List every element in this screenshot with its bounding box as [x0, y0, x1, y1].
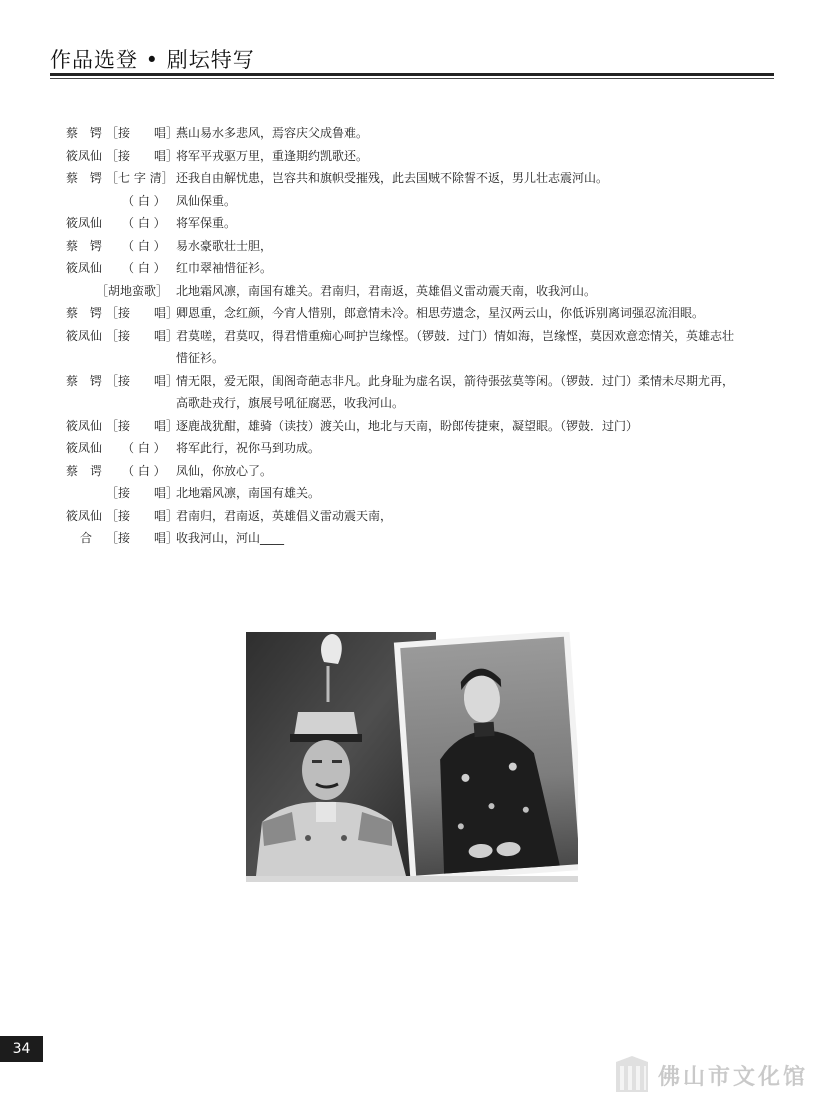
cue: （ 白 ）	[122, 193, 166, 208]
cue: ［接 唱］	[106, 373, 179, 388]
lyric: 易水豪歌壮士胆，	[176, 238, 273, 253]
cue: ［接 唱］	[106, 531, 179, 545]
building-icon	[612, 1052, 652, 1096]
publisher-logo	[612, 1050, 817, 1098]
lyric: 北地霜风凛，南国有雄关。	[176, 486, 321, 500]
lyric-continuation: 高歌赴戎行，旗展号吼征腐恶，收我河山。	[176, 396, 405, 410]
lyric: 将军平戎驱万里，重逢期约凯歌还。	[176, 148, 369, 163]
lyric: 将军此行，祝你马到功成。	[176, 441, 321, 455]
cue: ［接 唱］	[106, 148, 179, 163]
speaker: 蔡 锷	[66, 238, 103, 253]
speaker: 筱凤仙	[66, 508, 103, 523]
cue: （ 白 ）	[122, 216, 166, 230]
script-line	[66, 482, 766, 505]
right-photo-woman	[394, 632, 578, 882]
lyric: 凤仙保重。	[176, 193, 237, 208]
script-line	[66, 280, 766, 303]
page-number: 34	[0, 1036, 43, 1062]
page-header	[50, 40, 774, 80]
speaker: 筱凤仙	[66, 328, 103, 343]
speaker: 筱凤仙	[66, 148, 103, 163]
header-rule-thick	[50, 73, 774, 76]
script-line	[66, 235, 766, 258]
speaker: 蔡 锷	[66, 306, 103, 320]
photo-collage-art	[246, 632, 578, 882]
script-line	[66, 302, 766, 325]
historical-photo-collage	[246, 632, 578, 882]
speaker: 合	[79, 531, 92, 545]
cue: ［七 字 清］	[106, 171, 174, 185]
cue: ［接 唱］	[106, 508, 179, 523]
speaker: 筱凤仙	[66, 261, 103, 275]
script-line	[66, 145, 766, 168]
lyric-block	[176, 325, 766, 370]
script-line	[66, 437, 766, 460]
script-line	[66, 122, 766, 145]
script-line	[66, 505, 766, 528]
speaker: 筱凤仙	[66, 441, 103, 455]
cue: ［接 唱］	[106, 306, 179, 320]
speaker: 蔡 锷	[66, 126, 103, 140]
speaker: 蔡 锷	[66, 373, 103, 388]
cue: （ 白 ）	[122, 238, 166, 253]
lyric-block	[176, 370, 766, 415]
lyric: 君莫嗟，君莫叹，得君惜重痴心呵护岂缘悭。（锣鼓．过门）情如海，岂缘悭，莫因欢意恋情关，英雄志壮	[176, 328, 735, 343]
lyric: 红巾翠袖惜征衫。	[176, 261, 273, 275]
script-line	[66, 325, 766, 370]
lyric: 逐鹿战犹酣，雄骑（读技）渡关山，地北与天南，盼郎传捷柬，凝望眼。（锣鼓．过门）	[176, 418, 639, 433]
script-line	[66, 212, 766, 235]
section-title: 作品选登 • 剧坛特写	[50, 48, 255, 72]
lyric: 北地霜风凛，南国有雄关。君南归，君南返，英雄倡义雷动震天南，收我河山。	[176, 283, 597, 298]
lyric: 燕山易水多悲风，焉容庆父成鲁难。	[176, 126, 369, 140]
lyric: 君南归，君南返，英雄倡义雷动震天南，	[176, 508, 393, 523]
cue: ［接 唱］	[106, 126, 179, 140]
script-line	[66, 527, 766, 550]
logo-text: 佛山市文化馆	[658, 1064, 809, 1090]
cue: ［接 唱］	[106, 486, 179, 500]
script-line	[66, 415, 766, 438]
speaker: 蔡 锷	[66, 171, 103, 185]
header-rule-thin	[50, 78, 774, 79]
script-line	[66, 167, 766, 190]
lyric: 情无限，爱无限，闺阁奇葩志非凡。此身耻为虚名误，箭待張弦莫等闲。（锣鼓．过门）柔情未尽期尤再，	[176, 373, 735, 388]
script-body	[66, 122, 766, 550]
script-line	[66, 460, 766, 483]
cue: （ 白 ）	[122, 441, 166, 455]
cue: ［胡地蛮歌］	[96, 283, 169, 298]
cue: （ 白 ）	[122, 261, 166, 275]
lyric: 收我河山，河山____	[176, 531, 285, 545]
lyric: 凤仙，你放心了。	[176, 463, 273, 478]
cue: ［接 唱］	[106, 328, 179, 343]
script-line	[66, 257, 766, 280]
cue: ［接 唱］	[106, 418, 179, 433]
speaker: 筱凤仙	[66, 418, 103, 433]
lyric: 将军保重。	[176, 216, 237, 230]
lyric-continuation: 惜征衫。	[176, 351, 225, 365]
cue: （ 白 ）	[122, 463, 166, 478]
speaker: 筱凤仙	[66, 216, 103, 230]
script-line	[66, 370, 766, 415]
speaker: 蔡 谔	[66, 463, 103, 478]
script-line	[66, 190, 766, 213]
lyric: 卿恩重，念红颜，今宵人惜别，郎意情未冷。相思劳遗念，星汉两云山，你低诉别离词强忍流泪眼。	[176, 306, 705, 320]
lyric: 还我自由解忧患，岂容共和旗帜受摧残，此去国贼不除誓不返，男儿壮志震河山。	[176, 171, 609, 185]
